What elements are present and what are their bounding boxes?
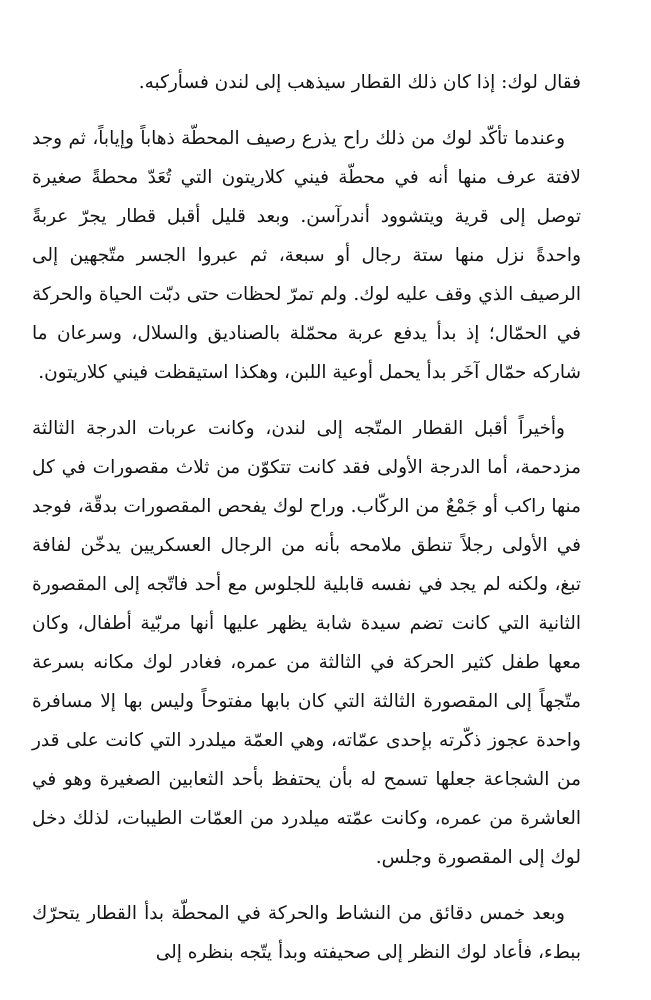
paragraph-2: وعندما تأكّد لوك من ذلك راح يذرع رصيف المحطّة ذهاباً وإياباً، ثم وجد لافتة عرف منها أنه في محطّة فيني كلاريتون التي تُعَدّ محطةً صغيرة توصل إلى قرية ويتشوود أندرآسن. وبعد قليل أقبل قطار يجرّ عربةً واحدةً نزل منها ستة رجال أو سبعة، ثم عبروا الجسر متّجهين إلى الرصيف الذي وقف عليه لوك. ولم تمرّ لحظات حتى دبّت الحياة والحركة في الحمّال؛ إذ بدأ يدفع عربة محمّلة بالصناديق والسلال، وسرعان ما شاركه حمّال آخَر بدأ يحمل أوعية اللبن، وهكذا استيقظت فيني كلاريتون.: [32, 128, 581, 383]
book-page: [32, 0, 581, 1000]
paragraph-1: فقال لوك: إذا كان ذلك القطار سيذهب إلى لندن فسأركبه.: [138, 72, 581, 93]
paragraph-3: وأخيراً أقبل القطار المتّجه إلى لندن، وكانت عربات الدرجة الثالثة مزدحمة، أما الدرجة الأولى فقد كانت تتكوّن من ثلاث مقصورات في كل منها راكب أو جَمْعٌ من الركّاب. وراح لوك يفحص المقصورات بدقّة، فوجد في الأولى رجلاً تنطق ملامحه بأنه من الرجال العسكريين يدخّن لفافة تبغ، ولكنه لم يجد في نفسه قابلية للجلوس مع أحد فاتّجه إلى المقصورة الثانية التي كانت تضم سيدة شابة يظهر عليها أنها مربّية أطفال، وكان معها طفل كثير الحركة في الثالثة من عمره، فغادر لوك مكانه بسرعة متّجهاً إلى المقصورة الثالثة التي كان بابها مفتوحاً وليس بها إلا مسافرة واحدة عجوز ذكّرته بإحدى عمّاته، وهي العمّة ميلدرد التي كانت على قدر من الشجاعة جعلها تسمح له بأن يحتفظ بأحد الثعابين الصغيرة وهو في العاشرة من عمره، وكانت عمّته ميلدرد من العمّات الطيبات، لذلك دخل لوك إلى المقصورة وجلس.: [32, 418, 581, 868]
paragraph-4: وبعد خمس دقائق من النشاط والحركة في المحطّة بدأ القطار يتحرّك ببطء، فأعاد لوك النظر إلى صحيفته وبدأ يتّجه بنظره إلى: [32, 903, 581, 963]
